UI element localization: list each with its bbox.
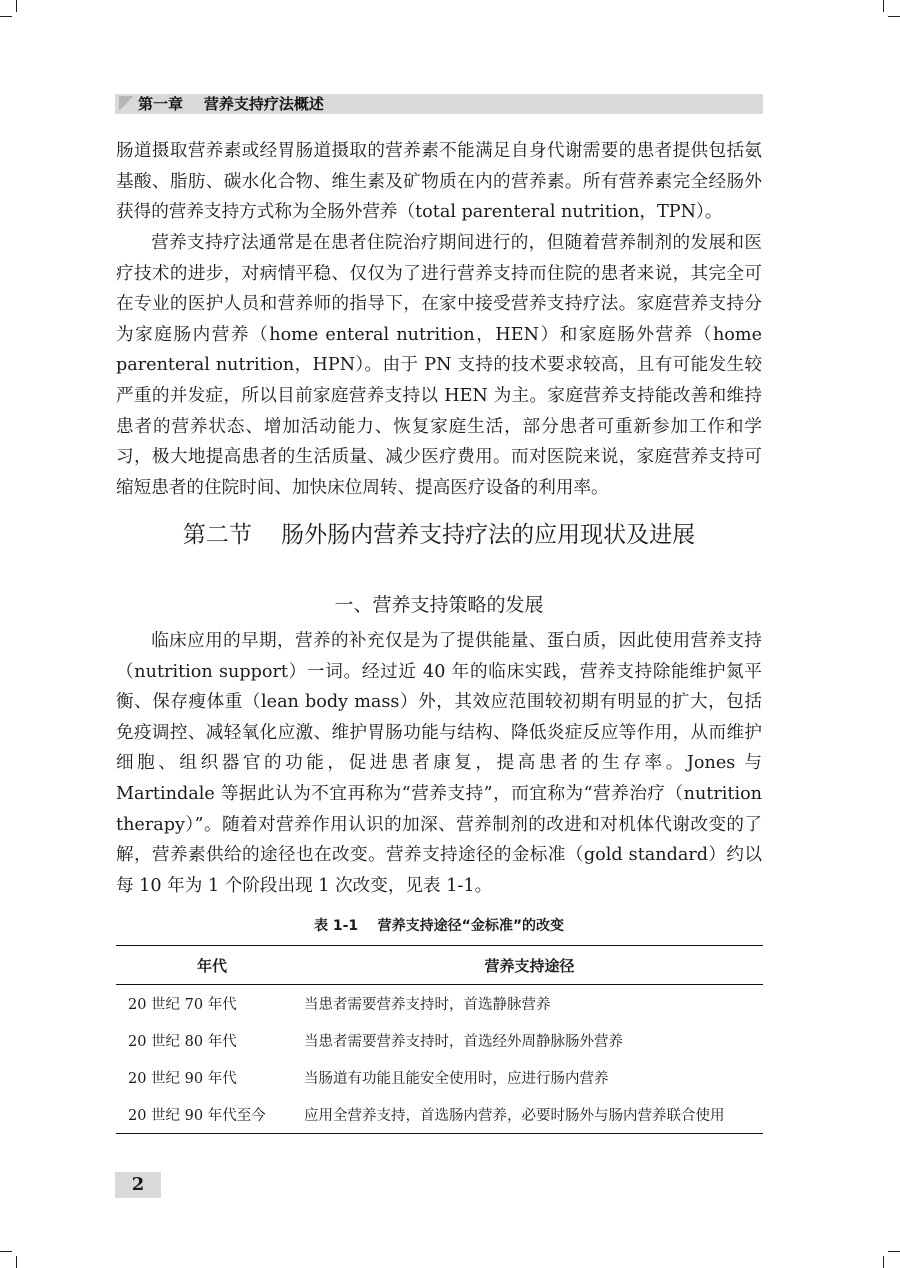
section-heading: 第二节 肠外肠内营养支持疗法的应用现状及进展 [182,522,696,548]
table-row [116,1022,763,1059]
table-row [116,985,763,1023]
crop-mark-top-right-vertical [883,0,884,12]
page-number: 2 [115,1172,161,1198]
crop-mark-bottom-left-horizontal [0,1251,12,1252]
crop-mark-bottom-right-horizontal [888,1251,900,1252]
table-caption: 表 1-1 营养支持途径“金标准”的改变 [313,918,565,934]
table-row [116,1096,763,1134]
table-header-era: 年代 [116,946,296,985]
table-header-row [116,946,763,985]
header-decoration-icon [119,96,133,112]
table-cell-route: 应用全营养支持，首选肠内营养，必要时肠外与肠内营养联合使用 [296,1096,763,1134]
crop-mark-bottom-left-vertical [16,1256,17,1268]
crop-mark-top-right-horizontal [888,16,900,17]
table-cell-era: 20 世纪 80 年代 [128,1034,237,1050]
crop-mark-top-left-vertical [16,0,17,12]
running-header [115,94,763,114]
table-cell-era: 20 世纪 90 年代至今 [116,1096,296,1134]
paragraph-strategy: 临床应用的早期，营养的补充仅是为了提供能量、蛋白质，因此使用营养支持（nutrition support）一词。经过近 40 年的临床实践，营养支持除能维护氮平衡、保存瘦体重（lean body mass）外，其效应范围较初期有明显的扩大，包括免疫调控、减轻氧化应激、维护胃肠功能与结构、降低炎症反应等作用，从而维护细胞、组织器官的功能，促进患者康复，提高患者的生存率。Jones 与 Martindale 等据此认为不宜再称为“营养支持”，而宜称为“营养治疗（nutrition therapy）”。随着对营养作用认识的加深、营养制剂的改进和对机体代谢改变的了解，营养素供给的途径也在改变。营养支持途径的金标准（gold standard）约以每 10 年为 1 个阶段出现 1 次改变，见表 1-1。 [116,631,762,896]
table-cell-era: 20 世纪 70 年代 [128,997,237,1013]
table-cell-route: 当患者需要营养支持时，首选静脉营养 [304,997,551,1013]
crop-mark-bottom-right-vertical [883,1256,884,1268]
table-row [116,1059,763,1096]
crop-mark-top-left-horizontal [0,16,12,17]
chapter-title: 第一章 营养支持疗法概述 [138,95,324,113]
sub-heading: 一、营养支持策略的发展 [334,594,544,616]
paragraph-tpn: 肠道摄取营养素或经胃肠道摄取的营养素不能满足自身代谢需要的患者提供包括氨基酸、脂肪、碳水化合物、维生素及矿物质在内的营养素。所有营养素完全经肠外获得的营养支持方式称为全肠外营养（total parenteral nutrition，TPN）。 [116,141,762,223]
table-cell-route: 当患者需要营养支持时，首选经外周静脉肠外营养 [304,1034,623,1050]
gold-standard-table [116,945,763,1134]
table-cell-era: 20 世纪 90 年代 [128,1071,237,1087]
table-header-route: 营养支持途径 [296,946,763,985]
table-cell-route: 当肠道有功能且能安全使用时，应进行肠内营养 [304,1071,609,1087]
paragraph-home-nutrition: 营养支持疗法通常是在患者住院治疗期间进行的，但随着营养制剂的发展和医疗技术的进步，对病情平稳、仅仅为了进行营养支持而住院的患者来说，其完全可在专业的医护人员和营养师的指导下，在家中接受营养支持疗法。家庭营养支持分为家庭肠内营养（home enteral nutrition，HEN）和家庭肠外营养（home parenteral nutrition，HPN）。由于 PN 支持的技术要求较高，且有可能发生较严重的并发症，所以目前家庭营养支持以 HEN 为主。家庭营养支持能改善和维持患者的营养状态、增加活动能力、恢复家庭生活，部分患者可重新参加工作和学习，极大地提高患者的生活质量、减少医疗费用。而对医院来说，家庭营养支持可缩短患者的住院时间、加快床位周转、提高医疗设备的利用率。 [116,233,762,498]
